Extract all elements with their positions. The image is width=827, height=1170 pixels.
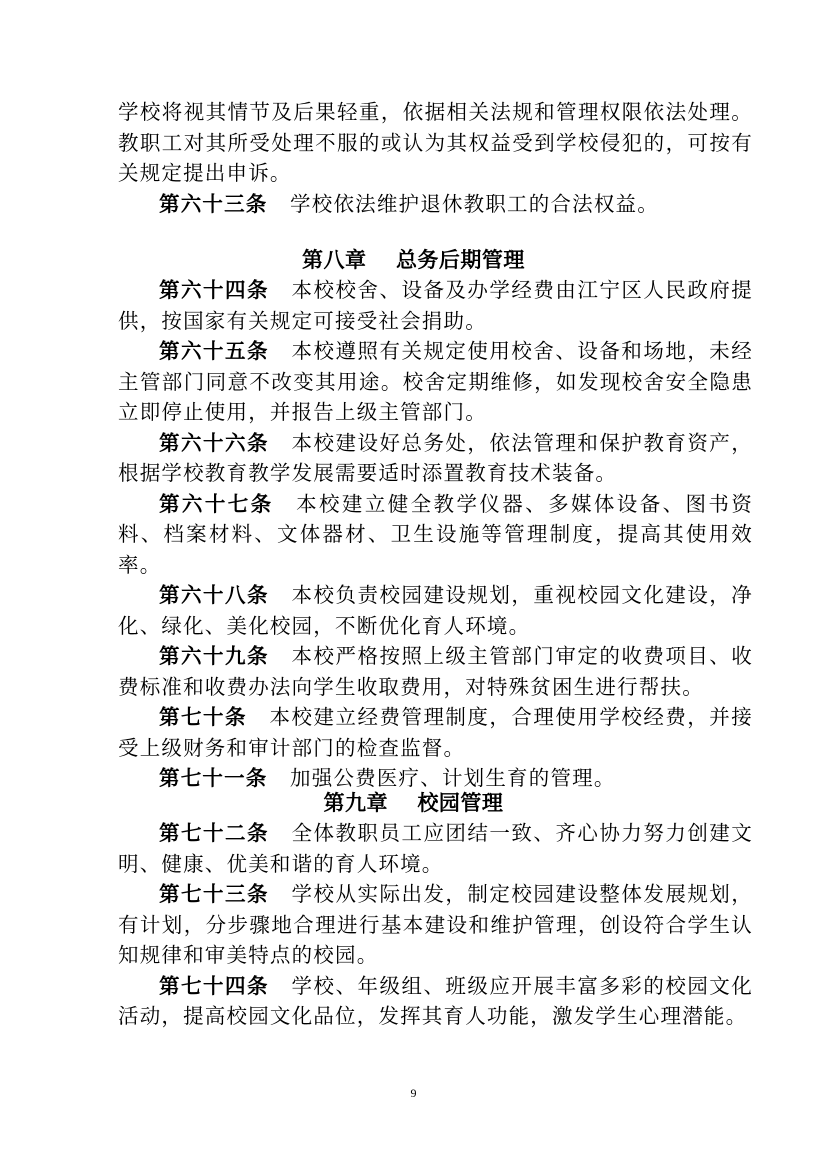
article-number: 第七十二条 [159, 821, 269, 845]
article-text: 本校负责校园建设规划，重视校园文化建设，净化、绿化、美化校园，不断优化育人环境。 [118, 583, 753, 638]
article-number: 第六十五条 [159, 339, 269, 363]
article-number: 第七十四条 [159, 973, 269, 998]
article-text: 本校建设好总务处，依法管理和保护教育资产，根据学校教育教学发展需要适时添置教育技术装备。 [118, 430, 753, 485]
article-number: 第七十一条 [159, 766, 268, 790]
article-text: 本校建立健全教学仪器、多媒体设备、图书资料、档案材料、文体器材、卫生设施等管理制度，提高其使用效率。 [118, 491, 754, 577]
article-number: 第六十七条 [159, 491, 274, 516]
article-70 [118, 702, 753, 763]
article-text: 学校从实际出发，制定校园建设整体发展规划，有计划，分步骤地合理进行基本建设和维护管理，创设符合学生认知规律和审美特点的校园。 [118, 882, 753, 967]
article-73 [118, 879, 753, 971]
article-text: 全体教职员工应团结一致、齐心协力努力创建文明、健康、优美和谐的育人环境。 [118, 821, 753, 876]
article-number: 第七十条 [159, 705, 247, 729]
article-72 [118, 818, 753, 879]
article-text: 本校遵照有关规定使用校舍、设备和场地，未经主管部门同意不改变其用途。校舍定期维修，如发现校舍安全隐患立即停止使用，并报告上级主管部门。 [118, 339, 753, 424]
article-text: 本校建立经费管理制度，合理使用学校经费，并接受上级财务和审计部门的检查监督。 [118, 705, 753, 760]
article-text: 学校、年级组、班级应开展丰富多彩的校园文化活动，提高校园文化品位，发挥其育人功能，激发学生心理潜能。 [118, 973, 753, 1028]
article-text: 本校校舍、设备及办学经费由江宁区人民政府提供，按国家有关规定可接受社会捐助。 [118, 278, 753, 333]
chapter-number: 第九章 [323, 790, 389, 815]
paragraph-text: 学校将视其情节及后果轻重，依据相关法规和管理权限依法处理。教职工对其所受处理不服的或认为其权益受到学校侵犯的，可按有关规定提出申诉。 [118, 100, 753, 185]
article-67 [118, 489, 753, 581]
article-number: 第六十八条 [159, 583, 269, 607]
top-block [118, 97, 753, 219]
article-text: 加强公费医疗、计划生育的管理。 [290, 766, 616, 790]
article-68 [118, 580, 753, 641]
article-64 [118, 275, 753, 336]
paragraph-continuation [118, 97, 753, 189]
chapter-title: 总务后期管理 [395, 247, 525, 272]
article-number: 第六十四条 [159, 278, 269, 302]
article-69 [118, 641, 753, 702]
chapter-title: 校园管理 [417, 790, 504, 815]
article-74 [118, 971, 753, 1032]
chapter-8-heading [0, 244, 827, 274]
chapter-number: 第八章 [302, 247, 367, 272]
chapter-8-body [118, 275, 753, 794]
article-63 [118, 189, 753, 220]
article-66 [118, 428, 753, 489]
page-number: 9 [410, 1086, 417, 1100]
article-number: 第六十九条 [159, 644, 269, 668]
article-number: 第七十三条 [159, 882, 269, 906]
article-text: 本校严格按照上级主管部门审定的收费项目、收费标准和收费办法向学生收取费用，对特殊贫困生进行帮扶。 [118, 644, 753, 699]
chapter-9-body [118, 818, 753, 1032]
article-number: 第六十六条 [159, 430, 269, 455]
article-number: 第六十三条 [159, 191, 268, 216]
chapter-9-heading [0, 787, 827, 817]
article-65 [118, 336, 753, 428]
article-text: 学校依法维护退休教职工的合法权益。 [290, 191, 659, 216]
